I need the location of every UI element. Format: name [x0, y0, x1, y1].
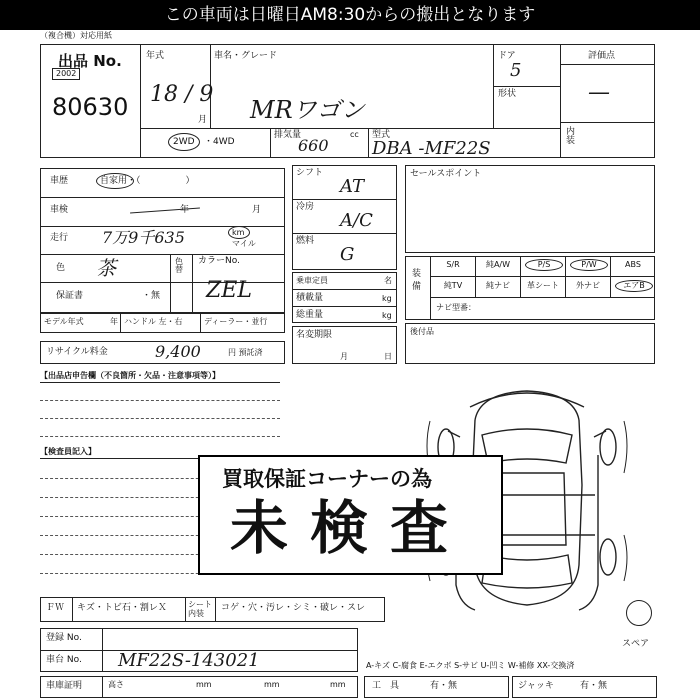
- mileage-km: km: [232, 228, 245, 237]
- ac-label: 冷房: [296, 202, 315, 212]
- model-row-handle: ハンドル 左・右: [124, 317, 183, 326]
- car-mirror: [448, 431, 460, 437]
- mileage-value: 7万9千635: [102, 228, 185, 247]
- tools-value: 有・無: [430, 681, 458, 691]
- equipment-item: エアB: [615, 280, 653, 292]
- model-year-value: 18 / 9: [150, 82, 214, 107]
- color-value: 茶: [96, 256, 116, 280]
- damage-legend: A-キズ C-腐食 E-エクボ S-サビ U-凹ミ W-補修 XX-交換済: [366, 661, 575, 670]
- model-row-year: 年: [110, 317, 118, 326]
- spare-label: スペア: [622, 639, 650, 649]
- stamp-line2: 未検査: [230, 494, 471, 562]
- inspector-notes-label: 【検査員記入】: [40, 447, 96, 456]
- color-no-label: カラーNo.: [198, 256, 240, 266]
- banner-text: この車両は日曜日AM8:30からの搬出となります: [164, 5, 536, 25]
- lot-label: 出品 No.: [58, 52, 122, 70]
- color-changed-label: 色替: [175, 257, 183, 274]
- displacement-value: 660: [298, 136, 329, 155]
- doors-value: 5: [510, 60, 522, 81]
- car-name-label: 車名・グレード: [214, 51, 278, 61]
- car-front-outline: [475, 391, 579, 420]
- aftermarket-label: 後付品: [410, 327, 434, 336]
- name-change-day: 日: [384, 352, 392, 361]
- shape-label: 形状: [498, 89, 517, 99]
- name-change-month: 月: [340, 352, 348, 361]
- score-label: 評価点: [588, 51, 616, 61]
- equipment-item: P/S: [525, 259, 563, 271]
- sales-point-label: セールスポイント: [410, 169, 482, 179]
- equipment-item: 外ナビ: [576, 281, 600, 290]
- type-value: DBA -MF22S: [372, 138, 491, 159]
- seat-value: コゲ・穴・汚レ・シミ・破レ・スレ: [221, 603, 366, 613]
- fuel-label: 燃料: [296, 236, 315, 246]
- equipment-item: 純ナビ: [486, 281, 510, 290]
- color-no-value: ZEL: [206, 278, 252, 303]
- drive-4wd: ・4WD: [204, 137, 235, 147]
- equipment-item: S/R: [446, 260, 460, 269]
- fw-label: ＦＷ: [46, 603, 65, 613]
- form-subtitle: （複合機）対応用紙: [40, 31, 112, 40]
- load-label: 積載量: [296, 293, 324, 303]
- spare-tire-circle: [626, 600, 652, 626]
- displacement-unit: cc: [350, 130, 359, 139]
- interior-label: 内装: [566, 127, 576, 146]
- garage-label: 車庫証明: [46, 681, 83, 691]
- displacement-label: 排気量: [274, 130, 302, 140]
- model-row-label: モデル年式: [44, 317, 84, 326]
- shift-value: AT: [340, 176, 365, 197]
- banner: [0, 0, 700, 30]
- name-change-label: 名変期限: [296, 330, 333, 340]
- load-unit: kg: [382, 294, 392, 303]
- tools-label: 工 具: [372, 681, 400, 691]
- seat-label: シート内装: [188, 600, 212, 618]
- stamp-line1: 買取保証コーナーの為: [222, 467, 432, 491]
- capacity-unit: 名: [384, 276, 392, 285]
- nav-label: ナビ型番：: [436, 303, 476, 312]
- color-label: 色: [56, 263, 66, 273]
- warranty-label: 保証書: [56, 291, 84, 301]
- wheel-front-right: [600, 429, 616, 465]
- recycle-unit: 円 預託済: [228, 348, 263, 357]
- equipment-item: ABS: [625, 260, 641, 269]
- dealer-notes-label: 【出品店申告欄（不良箇所・欠品・注意事項等）】: [40, 371, 220, 380]
- shift-label: シフト: [296, 168, 324, 178]
- registration-label: 登録 No.: [46, 633, 82, 643]
- recycle-label: リサイクル料金: [46, 347, 108, 357]
- inspection-unit: 月: [252, 205, 262, 215]
- garage-mm2: mm: [264, 680, 280, 689]
- garage-height: 高さ: [108, 680, 124, 689]
- doors-label: ドア: [498, 51, 516, 61]
- inspection-year: 年: [180, 205, 190, 215]
- garage-mm3: mm: [330, 680, 346, 689]
- car-name-value: MRワゴン: [250, 96, 365, 124]
- equipment-item: 革シート: [527, 281, 559, 290]
- equipment-item: 純A/W: [485, 260, 511, 269]
- lot-number: 80630: [52, 93, 129, 121]
- equipment-item: 純TV: [443, 281, 463, 290]
- jack-value: 有・無: [580, 681, 608, 691]
- fender-line: [624, 535, 627, 581]
- stamp-box: [198, 455, 503, 575]
- fw-value: キズ・トビ石・割レＸ: [77, 603, 167, 613]
- score-value: —: [588, 80, 610, 105]
- aftermarket-box: [405, 323, 655, 364]
- equipment-item: P/W: [570, 259, 608, 271]
- capacity-label: 乗車定員: [296, 276, 328, 285]
- history-label: 車歴: [50, 176, 69, 186]
- garage-mm: mm: [196, 680, 212, 689]
- warranty-value: ・無: [142, 291, 161, 301]
- recycle-value: 9,400: [155, 342, 201, 361]
- km-circle: [228, 226, 250, 239]
- fuel-value: G: [340, 244, 355, 265]
- fender-line: [624, 421, 627, 473]
- chassis-value: MF22S-143021: [118, 650, 260, 671]
- mileage-label: 走行: [50, 233, 69, 243]
- car-front-outline: [470, 393, 584, 407]
- gross-unit: kg: [382, 311, 392, 320]
- type-label: 型式: [372, 130, 391, 140]
- jack-label: ジャッキ: [518, 681, 554, 691]
- private-use-circle: [96, 173, 134, 189]
- inspection-label: 車検: [50, 205, 69, 215]
- model-year-label: 年式: [146, 51, 165, 61]
- ac-value: A/C: [340, 210, 373, 231]
- equipment-label: 装備: [412, 269, 422, 292]
- history-value: 自家用・（ ）: [100, 176, 195, 186]
- mileage-mile: マイル: [232, 239, 256, 248]
- drive-2wd: 2WD: [173, 137, 195, 147]
- lot-year-tag: 2002: [52, 68, 80, 80]
- model-row-dealer: ディーラー・並行: [204, 317, 268, 326]
- car-mirror: [594, 431, 606, 437]
- chassis-label: 車台 No.: [46, 655, 82, 665]
- gross-label: 総重量: [296, 310, 324, 320]
- wheel-rear-right: [600, 539, 616, 575]
- model-year-suffix: 月: [198, 115, 208, 125]
